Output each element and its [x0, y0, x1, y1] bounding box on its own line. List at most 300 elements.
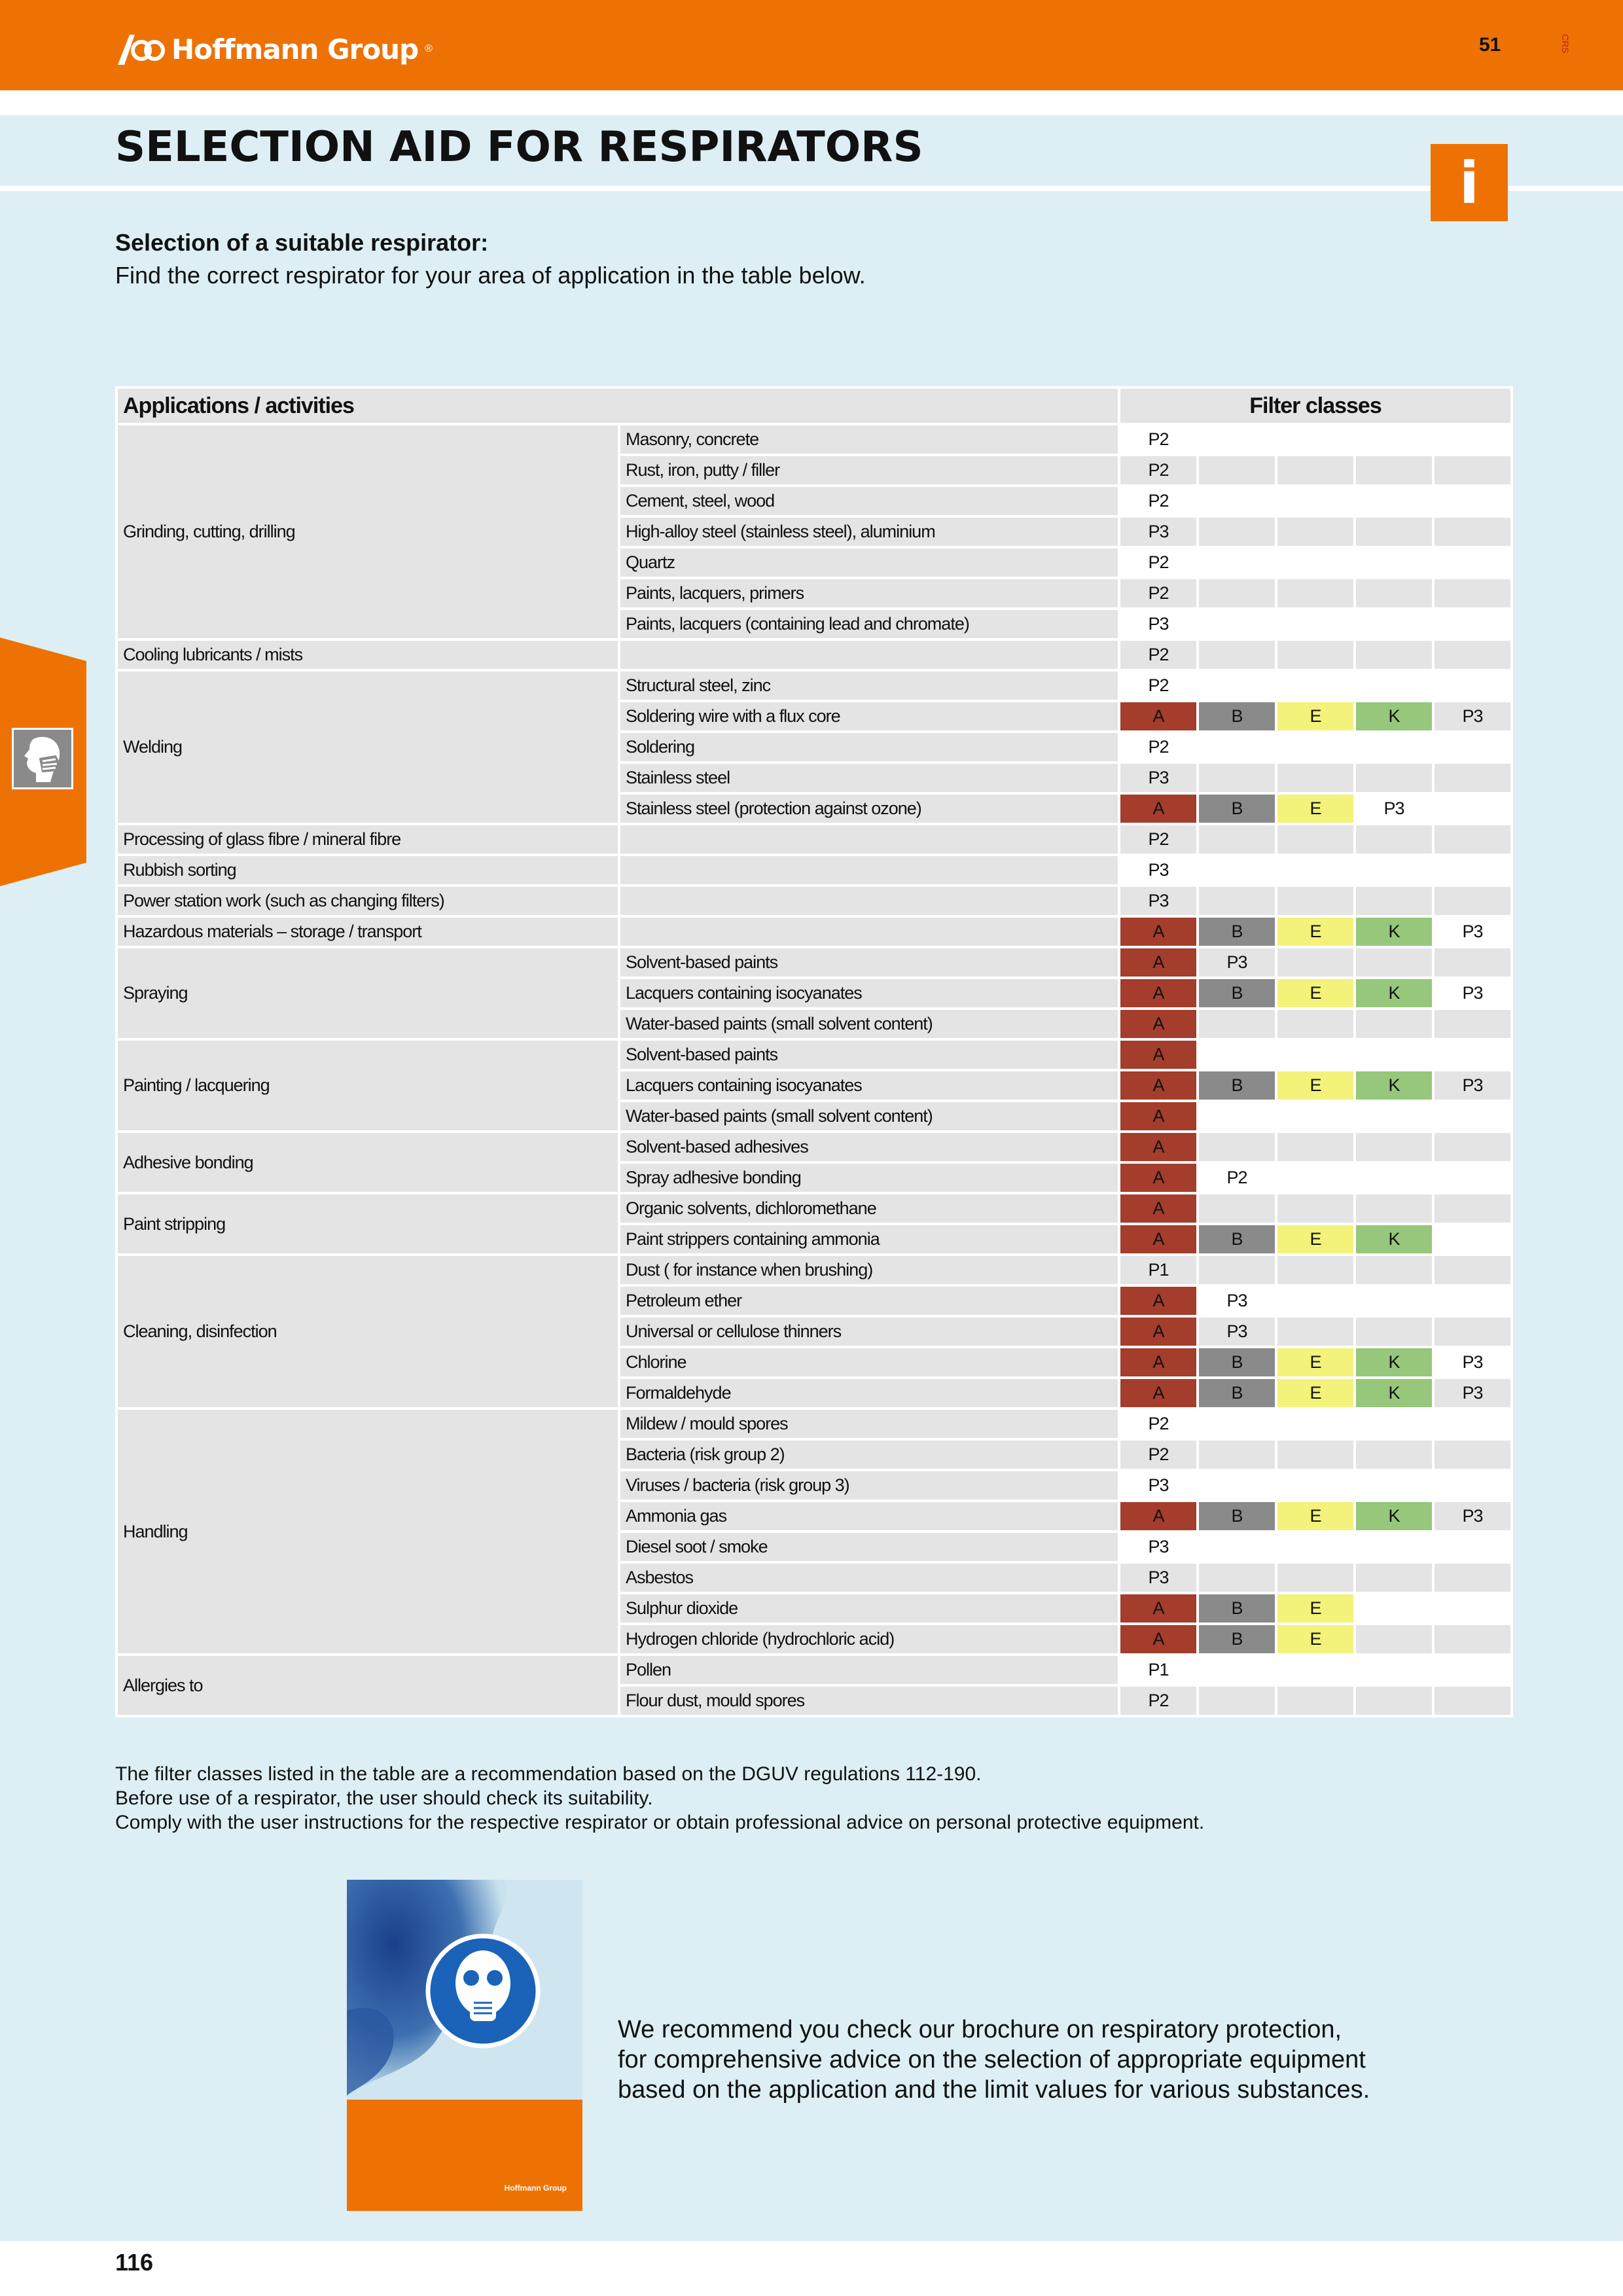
filter-class-cell: P3	[1435, 1348, 1510, 1376]
activity-cell: Mildew / mould spores	[620, 1410, 1118, 1438]
hoffmann-logo-icon	[115, 31, 165, 67]
filter-class-cell	[1356, 456, 1432, 484]
table-row	[118, 1410, 1510, 1438]
filter-class-cell	[1277, 1441, 1353, 1469]
filter-class-cell	[1435, 456, 1510, 484]
brochure-cover[interactable]	[347, 1880, 582, 2211]
application-cell: Painting / lacquering	[118, 1041, 618, 1130]
filter-class-cell: E	[1277, 1071, 1353, 1100]
filter-class-cell: B	[1199, 918, 1275, 946]
activity-cell	[620, 825, 1118, 853]
filter-class-cell	[1277, 1656, 1353, 1684]
filter-class-cell: P3	[1435, 702, 1510, 730]
recommend-line-3: based on the application and the limit values for various substances.	[618, 2076, 1370, 2104]
filter-class-cell: A	[1120, 702, 1196, 730]
filter-class-cell: E	[1277, 979, 1353, 1007]
filter-class-cell: P2	[1120, 1441, 1196, 1469]
filter-class-cell	[1277, 456, 1353, 484]
filter-class-cell	[1277, 1471, 1353, 1499]
filter-class-cell: A	[1120, 1502, 1196, 1530]
footnote-3: Comply with the user instructions for the respective respirator or obtain professional advice on personal protective equipment.	[115, 1812, 1205, 1833]
filter-class-cell	[1356, 1133, 1432, 1161]
application-cell: Spraying	[118, 948, 618, 1038]
filter-class-cell	[1199, 1656, 1275, 1684]
filter-class-cell	[1356, 425, 1432, 454]
filter-class-cell	[1435, 795, 1510, 823]
table-row	[118, 918, 1510, 946]
filter-class-cell	[1356, 1625, 1432, 1653]
filter-class-cell	[1435, 1441, 1510, 1469]
filter-class-cell	[1356, 1594, 1432, 1623]
brochure-recommendation	[618, 2015, 1370, 2105]
table-header-row	[118, 389, 1510, 423]
filter-class-cell: P2	[1120, 733, 1196, 761]
filter-class-cell	[1277, 548, 1353, 577]
filter-class-cell	[1199, 1533, 1275, 1561]
filter-class-cell	[1277, 518, 1353, 546]
filter-class-cell	[1356, 1102, 1432, 1130]
filter-class-cell	[1435, 856, 1510, 884]
filter-class-cell: E	[1277, 795, 1353, 823]
filter-class-cell	[1277, 1164, 1353, 1192]
filter-class-cell	[1277, 856, 1353, 884]
filter-class-cell	[1199, 487, 1275, 515]
activity-cell: Stainless steel	[620, 764, 1118, 792]
activity-cell: Diesel soot / smoke	[620, 1533, 1118, 1561]
page-number: 116	[115, 2249, 154, 2276]
filter-class-cell	[1356, 579, 1432, 607]
filter-class-cell	[1356, 825, 1432, 853]
activity-cell: Lacquers containing isocyanates	[620, 979, 1118, 1007]
filter-class-cell: A	[1120, 1287, 1196, 1315]
application-cell: Adhesive bonding	[118, 1133, 618, 1192]
activity-cell: Stainless steel (protection against ozone)	[620, 795, 1118, 823]
activity-cell: Soldering wire with a flux core	[620, 702, 1118, 730]
filter-class-cell: P3	[1199, 1287, 1275, 1315]
filter-class-cell	[1199, 1441, 1275, 1469]
filter-class-cell	[1199, 1010, 1275, 1038]
activity-cell: Solvent-based adhesives	[620, 1133, 1118, 1161]
info-icon: i	[1431, 144, 1508, 221]
filter-class-cell	[1199, 1194, 1275, 1223]
filter-class-cell: P3	[1435, 918, 1510, 946]
activity-cell: Universal or cellulose thinners	[620, 1318, 1118, 1346]
filter-class-cell	[1277, 1133, 1353, 1161]
filter-class-cell: P3	[1199, 948, 1275, 977]
table-row	[118, 887, 1510, 915]
table-row	[118, 672, 1510, 700]
footnote-1: The filter classes listed in the table are a recommendation based on the DGUV regulations 112-190.	[115, 1763, 982, 1785]
respirator-mask-icon	[12, 728, 73, 789]
activity-cell: Soldering	[620, 733, 1118, 761]
filter-class-cell	[1435, 1625, 1510, 1653]
table-row	[118, 1656, 1510, 1684]
filter-class-cell	[1435, 610, 1510, 638]
table-row	[118, 825, 1510, 853]
filter-class-cell	[1356, 1410, 1432, 1438]
respirator-selection-table	[115, 386, 1513, 1717]
filter-class-cell	[1435, 764, 1510, 792]
activity-cell: Chlorine	[620, 1348, 1118, 1376]
filter-class-cell	[1199, 856, 1275, 884]
filter-class-cell: P2	[1199, 1164, 1275, 1192]
filter-class-cell: E	[1277, 1348, 1353, 1376]
brand-name: Hoffmann Group	[171, 33, 419, 65]
filter-class-cell	[1435, 641, 1510, 669]
table-row	[118, 1256, 1510, 1284]
filter-class-cell: P2	[1120, 579, 1196, 607]
activity-cell: Quartz	[620, 548, 1118, 577]
application-cell: Allergies to	[118, 1656, 618, 1715]
filter-class-cell: P2	[1120, 1410, 1196, 1438]
filter-class-cell: P2	[1120, 487, 1196, 515]
filter-class-cell	[1199, 1133, 1275, 1161]
activity-cell	[620, 918, 1118, 946]
filter-class-cell: B	[1199, 1071, 1275, 1100]
filter-class-cell: P2	[1120, 1687, 1196, 1715]
filter-class-cell	[1277, 487, 1353, 515]
activity-cell: Water-based paints (small solvent content)	[620, 1102, 1118, 1130]
filter-class-cell	[1435, 887, 1510, 915]
filter-class-cell	[1435, 825, 1510, 853]
filter-class-cell	[1277, 1564, 1353, 1592]
filter-class-cell	[1435, 1318, 1510, 1346]
filter-class-cell: P3	[1435, 1379, 1510, 1407]
filter-class-cell	[1277, 1687, 1353, 1715]
application-cell: Processing of glass fibre / mineral fibre	[118, 825, 618, 853]
filter-class-cell	[1199, 825, 1275, 853]
activity-cell	[620, 856, 1118, 884]
brochure-brand: Hoffmann Group	[504, 2183, 567, 2193]
filter-class-cell	[1435, 487, 1510, 515]
filter-class-cell	[1435, 1533, 1510, 1561]
respirator-selection-table-wrap	[115, 386, 1508, 1717]
filter-class-cell: B	[1199, 1225, 1275, 1253]
filter-class-cell: A	[1120, 1625, 1196, 1653]
filter-class-cell	[1435, 579, 1510, 607]
filter-class-cell	[1435, 1041, 1510, 1069]
filter-class-cell	[1277, 1041, 1353, 1069]
filter-class-cell	[1435, 1410, 1510, 1438]
filter-class-cell	[1435, 672, 1510, 700]
table-body	[118, 425, 1510, 1715]
filter-class-cell	[1199, 579, 1275, 607]
filter-class-cell	[1435, 1687, 1510, 1715]
activity-cell: Bacteria (risk group 2)	[620, 1441, 1118, 1469]
filter-class-cell	[1199, 548, 1275, 577]
application-cell: Cleaning, disinfection	[118, 1256, 618, 1407]
filter-class-cell	[1277, 672, 1353, 700]
footnote-2: Before use of a respirator, the user should check its suitability.	[115, 1787, 653, 1809]
title-divider	[0, 186, 1623, 191]
top-bar	[0, 0, 1623, 90]
filter-class-cell	[1356, 1010, 1432, 1038]
filter-class-cell: B	[1199, 1502, 1275, 1530]
activity-cell: Asbestos	[620, 1564, 1118, 1592]
activity-cell: Sulphur dioxide	[620, 1594, 1118, 1623]
filter-class-cell: P3	[1120, 610, 1196, 638]
filter-class-cell: E	[1277, 702, 1353, 730]
activity-cell: Paint strippers containing ammonia	[620, 1225, 1118, 1253]
filter-class-cell	[1435, 948, 1510, 977]
filter-class-cell: K	[1356, 1502, 1432, 1530]
filter-class-cell	[1277, 610, 1353, 638]
table-row	[118, 1041, 1510, 1069]
side-code: CRS	[1560, 34, 1571, 54]
filter-class-cell	[1356, 1533, 1432, 1561]
table-row	[118, 1133, 1510, 1161]
filter-class-cell: P2	[1120, 425, 1196, 454]
filter-class-cell: K	[1356, 918, 1432, 946]
filter-class-cell: P3	[1120, 856, 1196, 884]
filter-class-cell: P2	[1120, 641, 1196, 669]
activity-cell: Flour dust, mould spores	[620, 1687, 1118, 1715]
filter-class-cell	[1199, 1471, 1275, 1499]
filter-class-cell	[1356, 1041, 1432, 1069]
filter-class-cell	[1356, 487, 1432, 515]
activity-cell: Rust, iron, putty / filler	[620, 456, 1118, 484]
filter-class-cell	[1199, 887, 1275, 915]
filter-class-cell	[1435, 1102, 1510, 1130]
filter-class-cell: B	[1199, 1348, 1275, 1376]
filter-class-cell: P3	[1120, 887, 1196, 915]
filter-class-cell: K	[1356, 1379, 1432, 1407]
header-applications: Applications / activities	[118, 389, 1118, 423]
filter-class-cell	[1199, 672, 1275, 700]
filter-class-cell: B	[1199, 702, 1275, 730]
filter-class-cell	[1199, 425, 1275, 454]
top-page-number: 51	[1479, 34, 1501, 56]
filter-class-cell	[1356, 548, 1432, 577]
filter-class-cell	[1277, 887, 1353, 915]
activity-cell: Petroleum ether	[620, 1287, 1118, 1315]
filter-class-cell	[1199, 1564, 1275, 1592]
filter-class-cell: A	[1120, 1194, 1196, 1223]
filter-class-cell	[1356, 1687, 1432, 1715]
activity-cell: Ammonia gas	[620, 1502, 1118, 1530]
application-cell: Handling	[118, 1410, 618, 1653]
filter-class-cell: P3	[1199, 1318, 1275, 1346]
filter-class-cell	[1356, 641, 1432, 669]
filter-class-cell	[1356, 1287, 1432, 1315]
filter-class-cell	[1199, 1410, 1275, 1438]
filter-class-cell: P3	[1120, 518, 1196, 546]
intro-heading: Selection of a suitable respirator:	[115, 229, 489, 256]
filter-class-cell: P2	[1120, 548, 1196, 577]
filter-class-cell	[1277, 1102, 1353, 1130]
filter-class-cell	[1199, 1256, 1275, 1284]
filter-class-cell: A	[1120, 948, 1196, 977]
filter-class-cell	[1356, 610, 1432, 638]
activity-cell: Viruses / bacteria (risk group 3)	[620, 1471, 1118, 1499]
filter-class-cell: A	[1120, 1071, 1196, 1100]
filter-class-cell: P3	[1435, 979, 1510, 1007]
activity-cell: Cement, steel, wood	[620, 487, 1118, 515]
filter-class-cell: A	[1120, 1348, 1196, 1376]
filter-class-cell: B	[1199, 1625, 1275, 1653]
filter-class-cell	[1277, 425, 1353, 454]
filter-class-cell: P1	[1120, 1256, 1196, 1284]
filter-class-cell	[1277, 1410, 1353, 1438]
activity-cell: High-alloy steel (stainless steel), aluminium	[620, 518, 1118, 546]
table-row	[118, 1194, 1510, 1223]
filter-class-cell	[1356, 1471, 1432, 1499]
filter-class-cell: P3	[1120, 1564, 1196, 1592]
table-row	[118, 641, 1510, 669]
filter-class-cell: E	[1277, 918, 1353, 946]
filter-class-cell: A	[1120, 918, 1196, 946]
filter-class-cell: E	[1277, 1225, 1353, 1253]
filter-class-cell	[1435, 518, 1510, 546]
filter-class-cell	[1199, 1041, 1275, 1069]
registered-mark: ®	[425, 43, 433, 54]
filter-class-cell	[1356, 672, 1432, 700]
filter-class-cell	[1356, 1256, 1432, 1284]
filter-class-cell	[1199, 610, 1275, 638]
table-row	[118, 856, 1510, 884]
filter-class-cell	[1356, 856, 1432, 884]
filter-class-cell: K	[1356, 702, 1432, 730]
filter-class-cell	[1435, 1225, 1510, 1253]
filter-class-cell: P2	[1120, 456, 1196, 484]
activity-cell: Lacquers containing isocyanates	[620, 1071, 1118, 1100]
activity-cell: Pollen	[620, 1656, 1118, 1684]
application-cell: Hazardous materials – storage / transport	[118, 918, 618, 946]
filter-class-cell	[1277, 1533, 1353, 1561]
filter-class-cell: E	[1277, 1625, 1353, 1653]
filter-class-cell: A	[1120, 1594, 1196, 1623]
filter-class-cell	[1199, 1102, 1275, 1130]
filter-class-cell	[1356, 1194, 1432, 1223]
activity-cell: Spray adhesive bonding	[620, 1164, 1118, 1192]
filter-class-cell	[1356, 1564, 1432, 1592]
filter-class-cell: P3	[1356, 795, 1432, 823]
header-filter-classes: Filter classes	[1120, 389, 1510, 423]
filter-class-cell: B	[1199, 795, 1275, 823]
filter-class-cell	[1356, 1318, 1432, 1346]
activity-cell: Dust ( for instance when brushing)	[620, 1256, 1118, 1284]
table-row	[118, 948, 1510, 977]
filter-class-cell	[1435, 548, 1510, 577]
activity-cell: Masonry, concrete	[620, 425, 1118, 454]
filter-class-cell	[1199, 456, 1275, 484]
page-title: SELECTION AID FOR RESPIRATORS	[115, 123, 923, 171]
filter-class-cell	[1277, 825, 1353, 853]
filter-class-cell	[1435, 1164, 1510, 1192]
filter-class-cell: P3	[1120, 764, 1196, 792]
filter-class-cell	[1356, 1164, 1432, 1192]
footnotes	[115, 1762, 1204, 1835]
filter-class-cell	[1435, 1287, 1510, 1315]
activity-cell: Formaldehyde	[620, 1379, 1118, 1407]
application-cell: Rubbish sorting	[118, 856, 618, 884]
filter-class-cell	[1435, 1471, 1510, 1499]
filter-class-cell	[1356, 733, 1432, 761]
filter-class-cell: E	[1277, 1379, 1353, 1407]
filter-class-cell: B	[1199, 979, 1275, 1007]
activity-cell	[620, 641, 1118, 669]
activity-cell	[620, 887, 1118, 915]
filter-class-cell: A	[1120, 1102, 1196, 1130]
filter-class-cell	[1435, 1564, 1510, 1592]
application-cell: Power station work (such as changing filters)	[118, 887, 618, 915]
filter-class-cell	[1356, 948, 1432, 977]
table-row	[118, 425, 1510, 454]
filter-class-cell: P3	[1435, 1502, 1510, 1530]
filter-class-cell: A	[1120, 1164, 1196, 1192]
activity-cell: Structural steel, zinc	[620, 672, 1118, 700]
filter-class-cell	[1356, 764, 1432, 792]
filter-class-cell	[1277, 948, 1353, 977]
recommend-line-1: We recommend you check our brochure on respiratory protection,	[618, 2016, 1342, 2043]
application-cell: Welding	[118, 672, 618, 823]
filter-class-cell	[1435, 1256, 1510, 1284]
application-cell: Cooling lubricants / mists	[118, 641, 618, 669]
filter-class-cell: A	[1120, 1041, 1196, 1069]
filter-class-cell	[1435, 425, 1510, 454]
filter-class-cell	[1435, 1010, 1510, 1038]
filter-class-cell: E	[1277, 1594, 1353, 1623]
filter-class-cell	[1435, 733, 1510, 761]
filter-class-cell	[1199, 518, 1275, 546]
filter-class-cell: A	[1120, 1133, 1196, 1161]
filter-class-cell	[1277, 1256, 1353, 1284]
brochure-cover-image	[347, 1880, 582, 2100]
filter-class-cell: A	[1120, 1225, 1196, 1253]
filter-class-cell: K	[1356, 1071, 1432, 1100]
filter-class-cell: A	[1120, 795, 1196, 823]
filter-class-cell	[1277, 764, 1353, 792]
activity-cell: Paints, lacquers, primers	[620, 579, 1118, 607]
application-cell: Paint stripping	[118, 1194, 618, 1253]
filter-class-cell: K	[1356, 979, 1432, 1007]
activity-cell: Water-based paints (small solvent content)	[620, 1010, 1118, 1038]
filter-class-cell: B	[1199, 1594, 1275, 1623]
filter-class-cell	[1199, 641, 1275, 669]
filter-class-cell	[1435, 1594, 1510, 1623]
activity-cell: Solvent-based paints	[620, 948, 1118, 977]
filter-class-cell: A	[1120, 1379, 1196, 1407]
filter-class-cell	[1199, 1687, 1275, 1715]
filter-class-cell: P3	[1435, 1071, 1510, 1100]
filter-class-cell	[1356, 887, 1432, 915]
filter-class-cell: K	[1356, 1225, 1432, 1253]
filter-class-cell	[1435, 1133, 1510, 1161]
filter-class-cell	[1199, 764, 1275, 792]
filter-class-cell	[1277, 579, 1353, 607]
filter-class-cell: A	[1120, 979, 1196, 1007]
filter-class-cell	[1277, 1287, 1353, 1315]
filter-class-cell	[1277, 641, 1353, 669]
activity-cell: Organic solvents, dichloromethane	[620, 1194, 1118, 1223]
activity-cell: Hydrogen chloride (hydrochloric acid)	[620, 1625, 1118, 1653]
filter-class-cell	[1199, 733, 1275, 761]
filter-class-cell: A	[1120, 1318, 1196, 1346]
application-cell: Grinding, cutting, drilling	[118, 425, 618, 638]
filter-class-cell	[1277, 1010, 1353, 1038]
filter-class-cell: E	[1277, 1502, 1353, 1530]
filter-class-cell	[1435, 1194, 1510, 1223]
filter-class-cell: B	[1199, 1379, 1275, 1407]
filter-class-cell	[1356, 518, 1432, 546]
activity-cell: Paints, lacquers (containing lead and chromate)	[620, 610, 1118, 638]
filter-class-cell: P3	[1120, 1471, 1196, 1499]
filter-class-cell: K	[1356, 1348, 1432, 1376]
filter-class-cell	[1277, 1318, 1353, 1346]
brand-logo[interactable]	[115, 26, 433, 72]
filter-class-cell: A	[1120, 1010, 1196, 1038]
filter-class-cell	[1277, 1194, 1353, 1223]
